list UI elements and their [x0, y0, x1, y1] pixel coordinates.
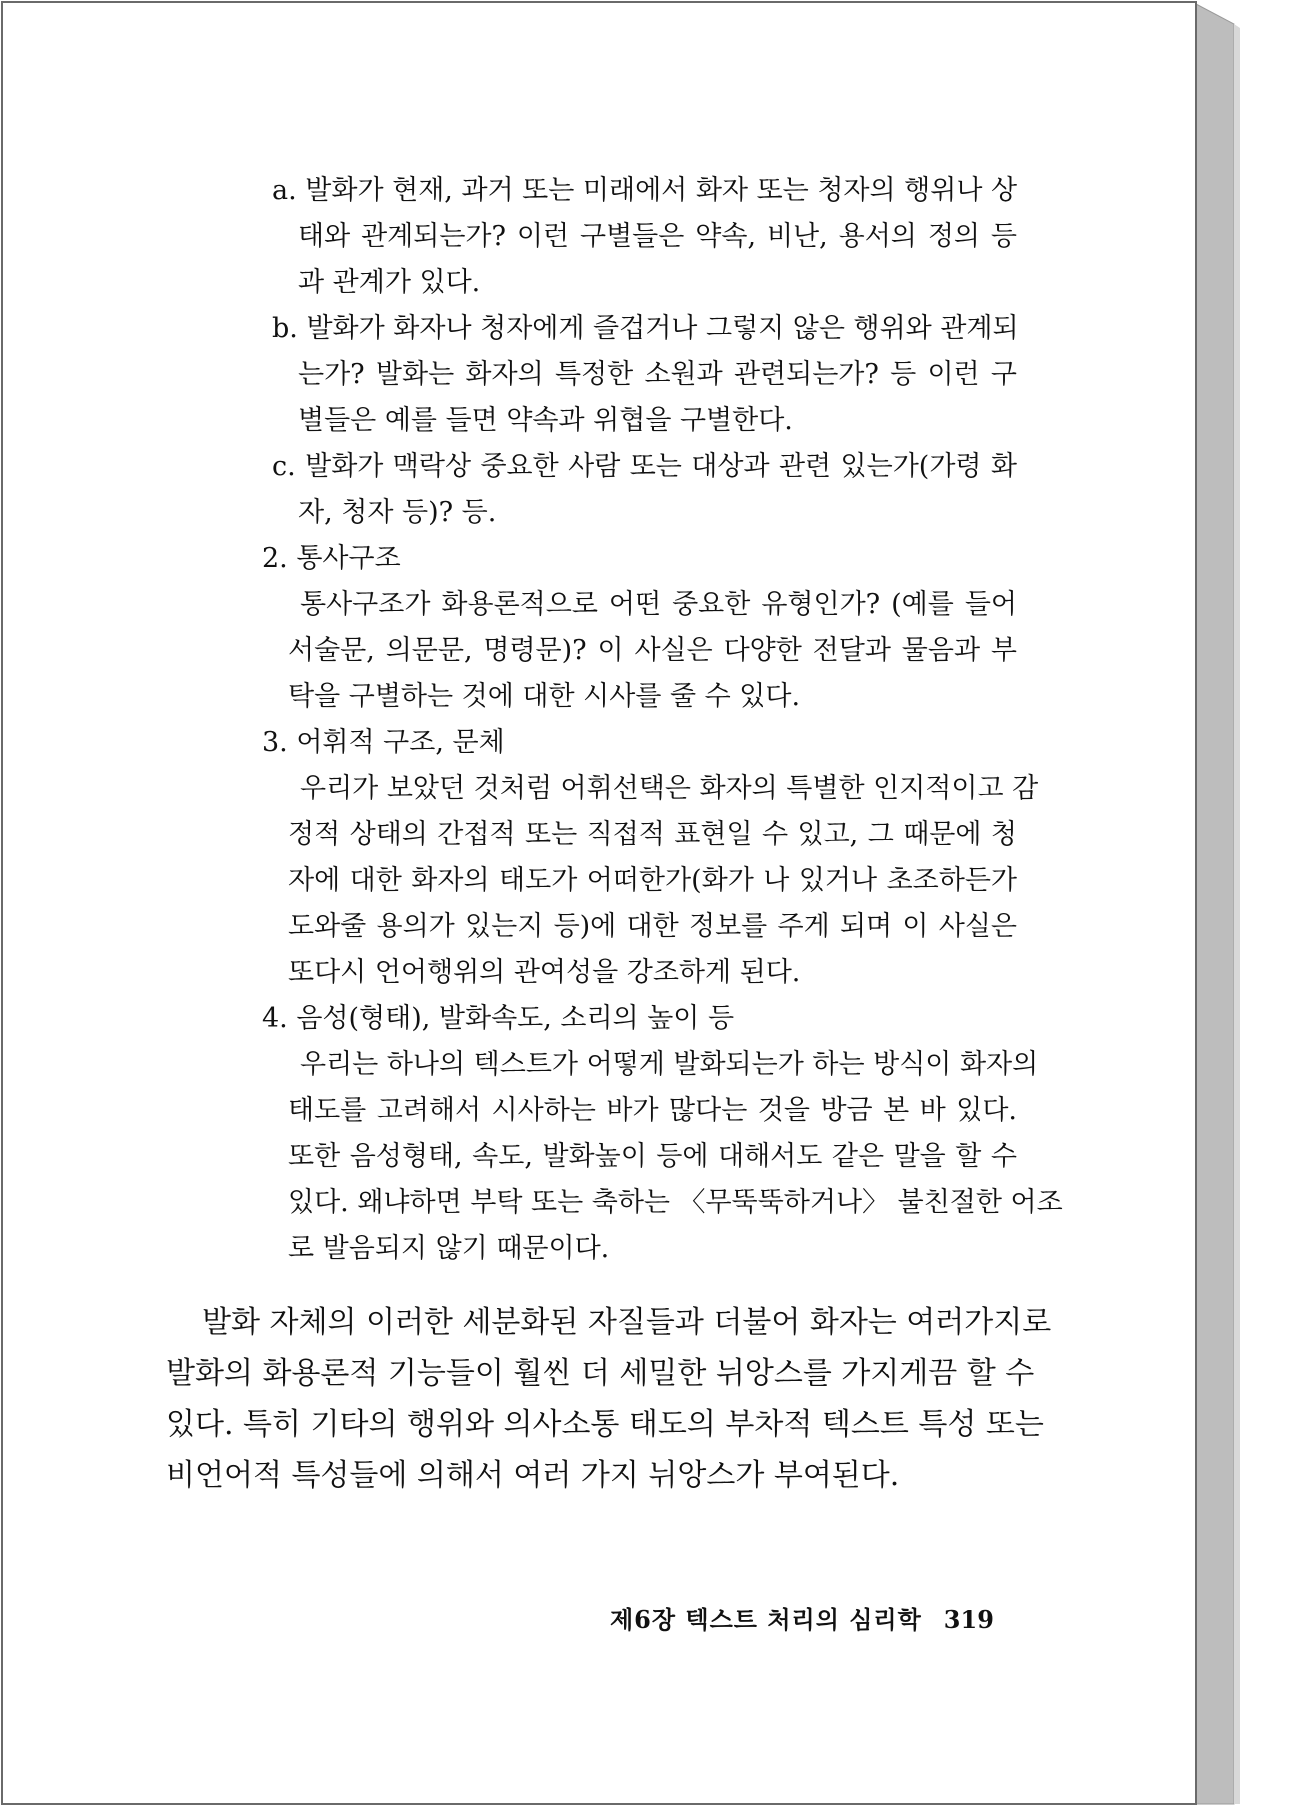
section-3-line-5: 또다시 언어행위의 관여성을 강조하게 된다.: [288, 957, 801, 988]
item-a-line-3: 과 관계가 있다.: [298, 267, 481, 298]
paragraph-line-2: 발화의 화용론적 기능들이 훨씬 더 세밀한 뉘앙스를 가지게끔 할 수: [166, 1356, 1035, 1391]
section-4-line-4: 있다. 왜냐하면 부탁 또는 축하는 〈무뚝뚝하거나〉 불친절한 어조: [288, 1187, 1063, 1218]
section-4-heading: 4. 음성(형태), 발화속도, 소리의 높이 등: [262, 1003, 735, 1034]
item-marker: c.: [272, 451, 296, 482]
section-4-line-2: 태도를 고려해서 시사하는 바가 많다는 것을 방금 본 바 있다.: [288, 1095, 1017, 1126]
section-3-heading: 3. 어휘적 구조, 문체: [262, 727, 505, 758]
section-4-line-3: 또한 음성형태, 속도, 발화높이 등에 대해서도 같은 말을 할 수: [288, 1141, 1017, 1172]
section-3-line-2: 정적 상태의 간접적 또는 직접적 표현일 수 있고, 그 때문에 청: [288, 819, 1017, 850]
item-text: 발화가 화자나 청자에게 즐겁거나 그렇지 않은 행위와 관계되: [306, 313, 1019, 344]
item-b-line-3: 별들은 예를 들면 약속과 위협을 구별한다.: [298, 405, 793, 436]
item-text: 발화가 현재, 과거 또는 미래에서 화자 또는 청자의 행위나 상: [305, 175, 1018, 206]
item-c-line-1: [272, 444, 1017, 490]
item-marker: b.: [272, 313, 298, 344]
section-3-line-3: 자에 대한 화자의 태도가 어떠한가(화가 나 있거나 초조하든가: [288, 865, 1017, 896]
item-text: 발화가 맥락상 중요한 사람 또는 대상과 관련 있는가(가령 화: [305, 451, 1017, 482]
section-2-line-1: 통사구조가 화용론적으로 어떤 중요한 유형인가? (예를 들어: [300, 589, 1017, 620]
item-a-line-2: 태와 관계되는가? 이런 구별들은 약속, 비난, 용서의 정의 등: [298, 221, 1017, 252]
section-4-line-1: 우리는 하나의 텍스트가 어떻게 발화되는가 하는 방식이 화자의: [300, 1049, 1039, 1080]
paragraph-line-1: 발화 자체의 이러한 세분화된 자질들과 더불어 화자는 여러가지로: [202, 1305, 1052, 1340]
chapter-title: 제6장 텍스트 처리의 심리학: [610, 1605, 922, 1634]
section-2-heading: 2. 통사구조: [262, 543, 401, 574]
section-3-line-1: 우리가 보았던 것처럼 어휘선택은 화자의 특별한 인지적이고 감: [300, 773, 1039, 804]
section-2-line-3: 탁을 구별하는 것에 대한 시사를 줄 수 있다.: [288, 681, 801, 712]
section-4-line-5: 로 발음되지 않기 때문이다.: [288, 1233, 610, 1264]
page-footer: [610, 1600, 1010, 1635]
paragraph-line-3: 있다. 특히 기타의 행위와 의사소통 태도의 부차적 텍스트 특성 또는: [166, 1407, 1044, 1442]
item-b-line-1: [272, 306, 1017, 352]
paragraph-line-4: 비언어적 특성들에 의해서 여러 가지 뉘앙스가 부여된다.: [166, 1458, 900, 1493]
item-b-line-2: 는가? 발화는 화자의 특정한 소원과 관련되는가? 등 이런 구: [298, 359, 1017, 390]
item-marker: a.: [272, 175, 297, 206]
section-3-line-4: 도와줄 용의가 있는지 등)에 대한 정보를 주게 되며 이 사실은: [288, 911, 1017, 942]
section-2-line-2: 서술문, 의문문, 명령문)? 이 사실은 다양한 전달과 물음과 부: [288, 635, 1017, 666]
item-a-line-1: [272, 168, 1017, 214]
item-c-line-2: 자, 청자 등)? 등.: [298, 497, 497, 528]
page-number: 319: [943, 1605, 994, 1634]
